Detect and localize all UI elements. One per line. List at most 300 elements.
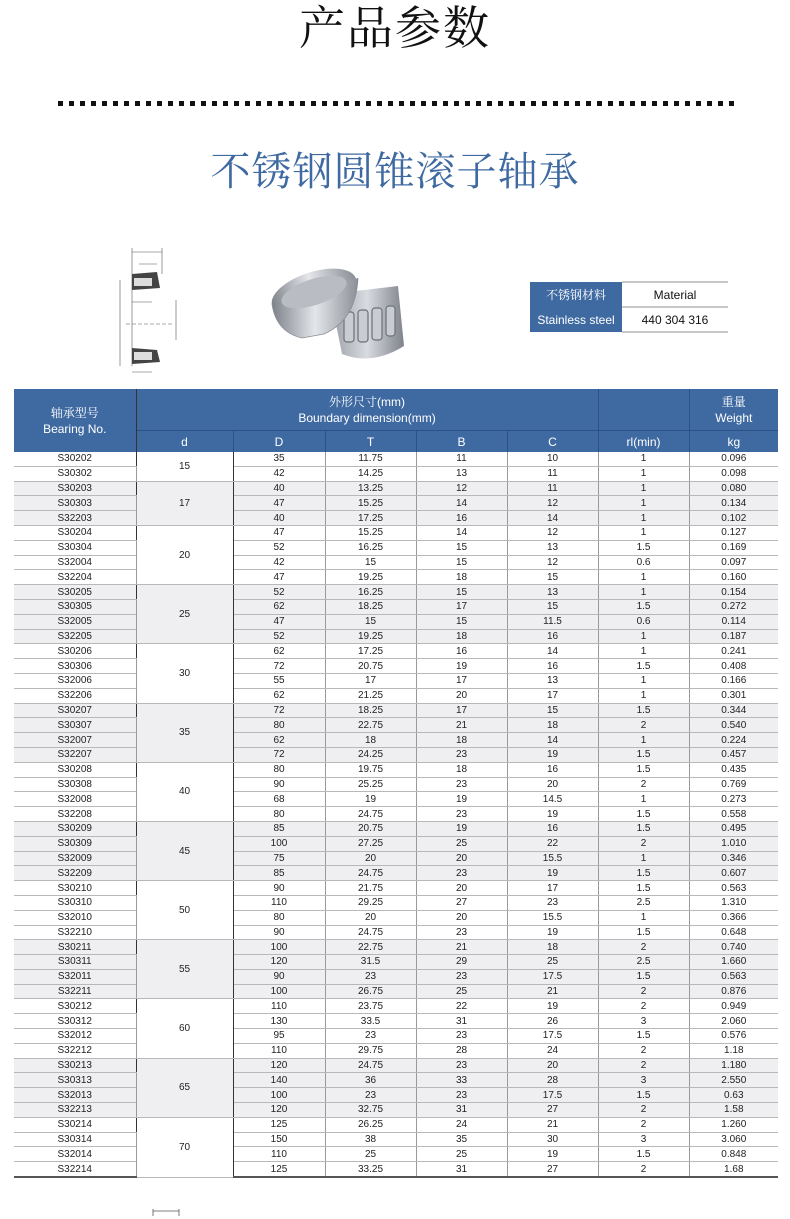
- width-B-cell: 11: [416, 452, 507, 466]
- width-B-cell: 23: [416, 969, 507, 984]
- width-T-cell: 23: [325, 1088, 416, 1103]
- weight-cell: 0.224: [689, 733, 778, 748]
- weight-cell: 0.344: [689, 703, 778, 718]
- weight-cell: 1.68: [689, 1162, 778, 1177]
- width-T-cell: 26.25: [325, 1117, 416, 1132]
- bore-d-cell: 40: [136, 762, 233, 821]
- width-C-cell: 11: [507, 466, 598, 481]
- width-T-cell: 15.25: [325, 496, 416, 511]
- width-B-cell: 17: [416, 673, 507, 688]
- outer-D-cell: 100: [233, 940, 325, 955]
- bearing-no-cell: S30306: [14, 659, 136, 674]
- width-C-cell: 19: [507, 747, 598, 762]
- width-T-cell: 18.25: [325, 703, 416, 718]
- width-T-cell: 13.25: [325, 481, 416, 496]
- outer-D-cell: 47: [233, 614, 325, 629]
- outer-D-cell: 42: [233, 466, 325, 481]
- width-B-cell: 35: [416, 1132, 507, 1147]
- col-T: T: [325, 431, 416, 453]
- width-T-cell: 20.75: [325, 821, 416, 836]
- outer-D-cell: 90: [233, 925, 325, 940]
- width-B-cell: 23: [416, 866, 507, 881]
- table-row: [14, 762, 778, 777]
- weight-cell: 1.010: [689, 836, 778, 851]
- bearing-no-cell: S32005: [14, 614, 136, 629]
- width-B-cell: 19: [416, 659, 507, 674]
- width-B-cell: 27: [416, 895, 507, 910]
- weight-cell: 0.080: [689, 481, 778, 496]
- width-T-cell: 33.25: [325, 1162, 416, 1177]
- radius-rl-cell: 1: [598, 496, 689, 511]
- bearing-no-cell: S30312: [14, 1014, 136, 1029]
- width-C-cell: 10: [507, 452, 598, 466]
- width-C-cell: 11: [507, 481, 598, 496]
- weight-cell: 0.098: [689, 466, 778, 481]
- width-B-cell: 20: [416, 688, 507, 703]
- width-C-cell: 15: [507, 570, 598, 585]
- weight-cell: 0.457: [689, 747, 778, 762]
- bearing-no-cell: S32208: [14, 807, 136, 822]
- width-C-cell: 23: [507, 895, 598, 910]
- weight-cell: 0.273: [689, 792, 778, 807]
- radius-rl-cell: 2: [598, 1043, 689, 1058]
- bearing-no-cell: S32207: [14, 747, 136, 762]
- weight-cell: 0.435: [689, 762, 778, 777]
- weight-cell: 0.366: [689, 910, 778, 925]
- outer-D-cell: 52: [233, 629, 325, 644]
- outer-D-cell: 90: [233, 881, 325, 896]
- weight-cell: 0.160: [689, 570, 778, 585]
- width-C-cell: 11.5: [507, 614, 598, 629]
- width-T-cell: 23: [325, 969, 416, 984]
- bearing-no-cell: S30205: [14, 585, 136, 600]
- width-T-cell: 16.25: [325, 540, 416, 555]
- bearing-no-cell: S32007: [14, 733, 136, 748]
- radius-rl-cell: 1: [598, 673, 689, 688]
- bearing-no-cell: S32203: [14, 511, 136, 526]
- table-row: [14, 792, 778, 807]
- bearing-no-cell: S32008: [14, 792, 136, 807]
- radius-rl-cell: 2: [598, 1117, 689, 1132]
- table-row: [14, 688, 778, 703]
- width-B-cell: 20: [416, 910, 507, 925]
- radius-rl-cell: 1.5: [598, 821, 689, 836]
- width-C-cell: 13: [507, 585, 598, 600]
- radius-rl-cell: 1.5: [598, 1147, 689, 1162]
- weight-cell: 0.408: [689, 659, 778, 674]
- width-C-cell: 16: [507, 629, 598, 644]
- width-C-cell: 13: [507, 540, 598, 555]
- table-row: [14, 718, 778, 733]
- weight-cell: 0.097: [689, 555, 778, 570]
- width-C-cell: 21: [507, 984, 598, 999]
- width-T-cell: 17.25: [325, 511, 416, 526]
- table-row: [14, 1058, 778, 1073]
- material-grades: 440 304 316: [622, 307, 728, 332]
- width-B-cell: 28: [416, 1043, 507, 1058]
- table-row: [14, 525, 778, 540]
- table-row: [14, 1103, 778, 1118]
- radius-rl-cell: 1: [598, 688, 689, 703]
- table-row: [14, 585, 778, 600]
- bearing-no-cell: S30210: [14, 881, 136, 896]
- outer-D-cell: 80: [233, 807, 325, 822]
- outer-D-cell: 80: [233, 718, 325, 733]
- width-T-cell: 18: [325, 733, 416, 748]
- width-T-cell: 20: [325, 851, 416, 866]
- weight-cell: 1.260: [689, 1117, 778, 1132]
- width-C-cell: 30: [507, 1132, 598, 1147]
- table-row: [14, 644, 778, 659]
- table-row: [14, 777, 778, 792]
- width-T-cell: 33.5: [325, 1014, 416, 1029]
- col-d: d: [136, 431, 233, 453]
- bearing-no-cell: S30309: [14, 836, 136, 851]
- bore-d-cell: 70: [136, 1117, 233, 1177]
- bearing-no-cell: S30302: [14, 466, 136, 481]
- width-C-cell: 14: [507, 733, 598, 748]
- weight-cell: 0.769: [689, 777, 778, 792]
- bearing-spec-table: [14, 389, 778, 1178]
- outer-D-cell: 35: [233, 452, 325, 466]
- radius-rl-cell: 1.5: [598, 703, 689, 718]
- bearing-no-cell: S30204: [14, 525, 136, 540]
- width-B-cell: 16: [416, 644, 507, 659]
- outer-D-cell: 140: [233, 1073, 325, 1088]
- width-B-cell: 19: [416, 821, 507, 836]
- width-C-cell: 14: [507, 644, 598, 659]
- width-B-cell: 18: [416, 733, 507, 748]
- width-B-cell: 20: [416, 851, 507, 866]
- weight-cell: 1.18: [689, 1043, 778, 1058]
- width-C-cell: 17.5: [507, 1029, 598, 1044]
- table-row: [14, 836, 778, 851]
- radius-rl-cell: 2: [598, 836, 689, 851]
- width-C-cell: 15: [507, 703, 598, 718]
- outer-D-cell: 72: [233, 703, 325, 718]
- bearing-no-cell: S32011: [14, 969, 136, 984]
- table-row: [14, 481, 778, 496]
- width-T-cell: 21.25: [325, 688, 416, 703]
- dimension-mark-icon: [152, 1208, 180, 1216]
- bearing-no-cell: S32009: [14, 851, 136, 866]
- weight-cell: 1.58: [689, 1103, 778, 1118]
- width-T-cell: 21.75: [325, 881, 416, 896]
- outer-D-cell: 42: [233, 555, 325, 570]
- bearing-no-cell: S32212: [14, 1043, 136, 1058]
- width-T-cell: 23: [325, 1029, 416, 1044]
- width-B-cell: 18: [416, 762, 507, 777]
- page-title: 产品参数: [299, 1, 491, 55]
- width-C-cell: 18: [507, 718, 598, 733]
- radius-rl-cell: 1: [598, 570, 689, 585]
- bearing-diagram-icon: [112, 244, 178, 376]
- width-B-cell: 18: [416, 629, 507, 644]
- table-row: [14, 747, 778, 762]
- weight-cell: 0.346: [689, 851, 778, 866]
- table-row: [14, 1162, 778, 1177]
- bearing-no-cell: S30303: [14, 496, 136, 511]
- radius-rl-cell: 1.5: [598, 540, 689, 555]
- outer-D-cell: 150: [233, 1132, 325, 1147]
- table-row: [14, 673, 778, 688]
- width-T-cell: 27.25: [325, 836, 416, 851]
- radius-rl-cell: 1: [598, 511, 689, 526]
- weight-cell: 0.272: [689, 599, 778, 614]
- width-T-cell: 19.75: [325, 762, 416, 777]
- weight-cell: 0.102: [689, 511, 778, 526]
- bore-d-cell: 45: [136, 821, 233, 880]
- weight-cell: 0.648: [689, 925, 778, 940]
- material-label-en: Material: [622, 282, 728, 307]
- outer-D-cell: 90: [233, 969, 325, 984]
- weight-cell: 1.180: [689, 1058, 778, 1073]
- outer-D-cell: 47: [233, 496, 325, 511]
- radius-rl-cell: 1: [598, 452, 689, 466]
- table-row: [14, 511, 778, 526]
- col-B: B: [416, 431, 507, 453]
- width-T-cell: 24.75: [325, 1058, 416, 1073]
- col-C: C: [507, 431, 598, 453]
- weight-cell: 0.540: [689, 718, 778, 733]
- bearing-no-header: [14, 389, 136, 452]
- weight-cell: 0.949: [689, 999, 778, 1014]
- width-T-cell: 24.75: [325, 866, 416, 881]
- outer-D-cell: 72: [233, 659, 325, 674]
- width-C-cell: 19: [507, 1147, 598, 1162]
- width-B-cell: 17: [416, 599, 507, 614]
- weight-cell: 2.060: [689, 1014, 778, 1029]
- table-row: [14, 881, 778, 896]
- table-row: [14, 955, 778, 970]
- bearing-no-cell: S30203: [14, 481, 136, 496]
- bore-d-cell: 30: [136, 644, 233, 703]
- radius-rl-cell: 1: [598, 629, 689, 644]
- radius-rl-cell: 1.5: [598, 881, 689, 896]
- table-row: [14, 659, 778, 674]
- width-C-cell: 22: [507, 836, 598, 851]
- outer-D-cell: 85: [233, 866, 325, 881]
- radius-rl-cell: 1: [598, 644, 689, 659]
- radius-rl-cell: 2.5: [598, 955, 689, 970]
- table-row: [14, 984, 778, 999]
- width-C-cell: 27: [507, 1103, 598, 1118]
- rl-header-blank: [598, 389, 689, 431]
- bearing-no-cell: S32209: [14, 866, 136, 881]
- bore-d-cell: 17: [136, 481, 233, 525]
- width-C-cell: 15: [507, 599, 598, 614]
- table-row: [14, 1147, 778, 1162]
- width-C-cell: 19: [507, 999, 598, 1014]
- width-T-cell: 20.75: [325, 659, 416, 674]
- width-T-cell: 15: [325, 614, 416, 629]
- width-B-cell: 14: [416, 525, 507, 540]
- table-row: [14, 910, 778, 925]
- weight-cell: 0.563: [689, 969, 778, 984]
- table-row: [14, 969, 778, 984]
- bearing-no-cell: S32210: [14, 925, 136, 940]
- weight-cell: 3.060: [689, 1132, 778, 1147]
- table-row: [14, 1088, 778, 1103]
- table-row: [14, 807, 778, 822]
- width-T-cell: 22.75: [325, 940, 416, 955]
- width-C-cell: 28: [507, 1073, 598, 1088]
- width-T-cell: 29.25: [325, 895, 416, 910]
- bearing-no-cell: S30304: [14, 540, 136, 555]
- weight-cell: 0.134: [689, 496, 778, 511]
- table-row: [14, 1132, 778, 1147]
- weight-cell: 0.127: [689, 525, 778, 540]
- outer-D-cell: 47: [233, 570, 325, 585]
- table-row: [14, 1043, 778, 1058]
- width-B-cell: 15: [416, 585, 507, 600]
- bearing-no-cell: S32013: [14, 1088, 136, 1103]
- table-row: [14, 895, 778, 910]
- width-T-cell: 36: [325, 1073, 416, 1088]
- width-C-cell: 16: [507, 659, 598, 674]
- outer-D-cell: 62: [233, 644, 325, 659]
- table-row: [14, 466, 778, 481]
- bearing-no-cell: S30308: [14, 777, 136, 792]
- radius-rl-cell: 2.5: [598, 895, 689, 910]
- bore-d-cell: 65: [136, 1058, 233, 1117]
- bearing-no-cell: S30311: [14, 955, 136, 970]
- width-B-cell: 33: [416, 1073, 507, 1088]
- bearing-no-cell: S30314: [14, 1132, 136, 1147]
- bearing-no-cell: S32213: [14, 1103, 136, 1118]
- bearing-no-cell: S32004: [14, 555, 136, 570]
- width-B-cell: 23: [416, 807, 507, 822]
- radius-rl-cell: 1.5: [598, 1029, 689, 1044]
- outer-D-cell: 110: [233, 895, 325, 910]
- table-body: [14, 452, 778, 1177]
- width-B-cell: 20: [416, 881, 507, 896]
- width-C-cell: 13: [507, 673, 598, 688]
- width-C-cell: 12: [507, 555, 598, 570]
- weight-cell: 0.241: [689, 644, 778, 659]
- radius-rl-cell: 1: [598, 851, 689, 866]
- radius-rl-cell: 1.5: [598, 762, 689, 777]
- dimension-header-en: Boundary dimension(mm): [298, 410, 436, 425]
- col-rl: rl(min): [598, 431, 689, 453]
- width-C-cell: 15.5: [507, 910, 598, 925]
- bore-d-cell: 35: [136, 703, 233, 762]
- weight-cell: 2.550: [689, 1073, 778, 1088]
- radius-rl-cell: 1.5: [598, 969, 689, 984]
- width-T-cell: 17.25: [325, 644, 416, 659]
- material-label-cn: 不锈钢材料: [530, 282, 622, 307]
- bearing-no-cell: S32204: [14, 570, 136, 585]
- width-B-cell: 16: [416, 511, 507, 526]
- weight-cell: 0.563: [689, 881, 778, 896]
- bearing-photo-icon: [262, 254, 412, 366]
- weight-cell: 1.660: [689, 955, 778, 970]
- width-C-cell: 14: [507, 511, 598, 526]
- width-C-cell: 25: [507, 955, 598, 970]
- radius-rl-cell: 0.6: [598, 555, 689, 570]
- outer-D-cell: 40: [233, 511, 325, 526]
- width-B-cell: 31: [416, 1014, 507, 1029]
- table-row: [14, 851, 778, 866]
- bearing-no-cell: S30307: [14, 718, 136, 733]
- width-C-cell: 20: [507, 777, 598, 792]
- bearing-no-cell: S30212: [14, 999, 136, 1014]
- width-B-cell: 23: [416, 747, 507, 762]
- width-B-cell: 24: [416, 1117, 507, 1132]
- width-T-cell: 24.25: [325, 747, 416, 762]
- radius-rl-cell: 1.5: [598, 866, 689, 881]
- width-T-cell: 18.25: [325, 599, 416, 614]
- dotted-divider: [58, 101, 734, 106]
- outer-D-cell: 68: [233, 792, 325, 807]
- bearing-no-cell: S32206: [14, 688, 136, 703]
- bearing-no-cell: S32012: [14, 1029, 136, 1044]
- col-D: D: [233, 431, 325, 453]
- radius-rl-cell: 2: [598, 984, 689, 999]
- width-T-cell: 25: [325, 1147, 416, 1162]
- weight-cell: 0.169: [689, 540, 778, 555]
- outer-D-cell: 85: [233, 821, 325, 836]
- width-B-cell: 22: [416, 999, 507, 1014]
- width-B-cell: 23: [416, 1029, 507, 1044]
- width-B-cell: 21: [416, 940, 507, 955]
- width-T-cell: 31.5: [325, 955, 416, 970]
- outer-D-cell: 75: [233, 851, 325, 866]
- bearing-no-cell: S30213: [14, 1058, 136, 1073]
- width-C-cell: 17: [507, 688, 598, 703]
- width-T-cell: 14.25: [325, 466, 416, 481]
- width-B-cell: 15: [416, 614, 507, 629]
- radius-rl-cell: 1: [598, 910, 689, 925]
- bore-d-cell: 15: [136, 452, 233, 481]
- radius-rl-cell: 1.5: [598, 747, 689, 762]
- dimension-header: [136, 389, 598, 431]
- width-B-cell: 15: [416, 555, 507, 570]
- bore-d-cell: 60: [136, 999, 233, 1058]
- col-kg: kg: [689, 431, 778, 453]
- width-C-cell: 16: [507, 821, 598, 836]
- radius-rl-cell: 1.5: [598, 599, 689, 614]
- width-C-cell: 16: [507, 762, 598, 777]
- width-B-cell: 21: [416, 718, 507, 733]
- outer-D-cell: 72: [233, 747, 325, 762]
- radius-rl-cell: 1: [598, 481, 689, 496]
- outer-D-cell: 120: [233, 1058, 325, 1073]
- bearing-no-cell: S32014: [14, 1147, 136, 1162]
- width-B-cell: 18: [416, 570, 507, 585]
- radius-rl-cell: 3: [598, 1014, 689, 1029]
- outer-D-cell: 62: [233, 733, 325, 748]
- outer-D-cell: 100: [233, 984, 325, 999]
- width-T-cell: 24.75: [325, 925, 416, 940]
- width-T-cell: 16.25: [325, 585, 416, 600]
- table-row: [14, 940, 778, 955]
- weight-cell: 0.187: [689, 629, 778, 644]
- bearing-no-cell: S30208: [14, 762, 136, 777]
- table-row: [14, 821, 778, 836]
- radius-rl-cell: 1: [598, 466, 689, 481]
- table-row: [14, 1014, 778, 1029]
- bearing-no-cell: S32211: [14, 984, 136, 999]
- bore-d-cell: 25: [136, 585, 233, 644]
- table-row: [14, 452, 778, 466]
- outer-D-cell: 52: [233, 585, 325, 600]
- radius-rl-cell: 1: [598, 525, 689, 540]
- outer-D-cell: 55: [233, 673, 325, 688]
- table-row: [14, 999, 778, 1014]
- outer-D-cell: 80: [233, 910, 325, 925]
- weight-cell: 0.63: [689, 1088, 778, 1103]
